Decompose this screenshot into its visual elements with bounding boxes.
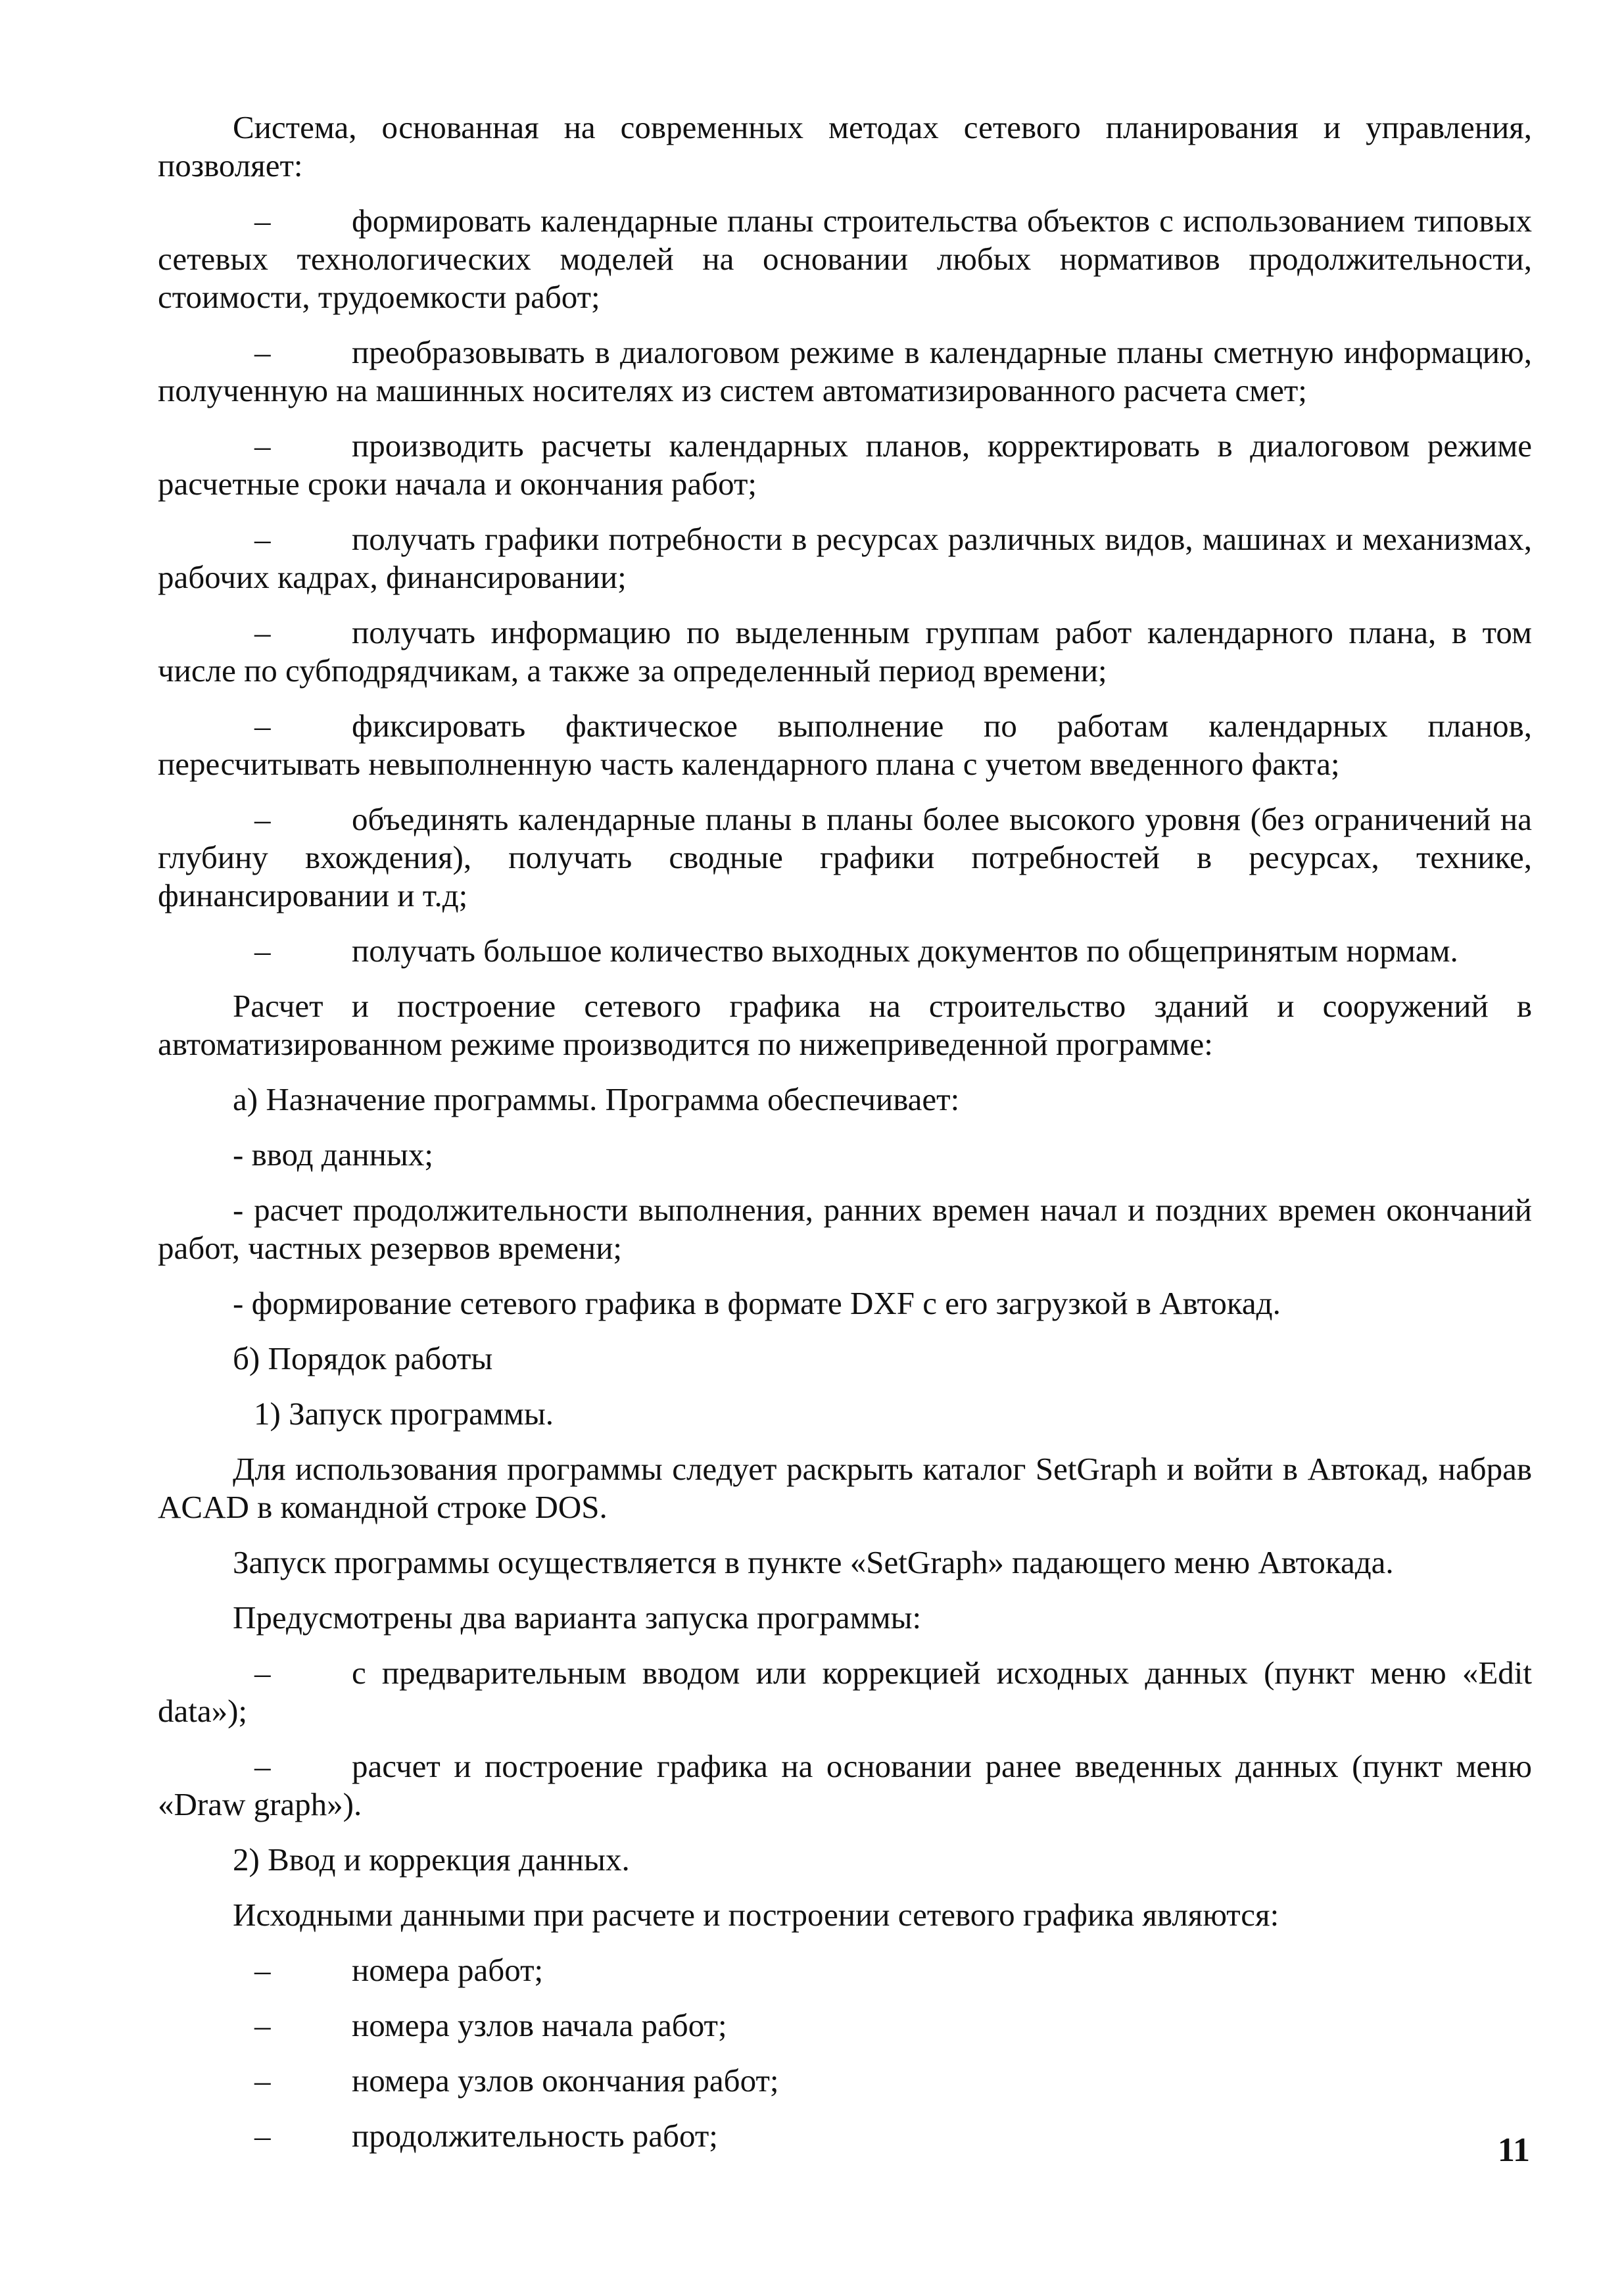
list-item-work-duration bbox=[158, 2117, 1532, 2155]
list-item-text: фиксировать фактическое выполнение по работам календарных планов, пересчитывать невыполненную часть календарного плана с учетом введенного факта; bbox=[158, 708, 1532, 782]
list-item-text: номера узлов окончания работ; bbox=[352, 2062, 779, 2099]
list-item-work-groups bbox=[158, 614, 1532, 690]
list-item-text: преобразовывать в диалоговом режиме в календарные планы сметную информацию, полученную на машинных носителях из систем автоматизированного расчета смет; bbox=[158, 334, 1532, 408]
paragraph-intro: Система, основанная на современных методах сетевого планирования и управления, позволяет: bbox=[158, 109, 1532, 183]
paragraph-launch-variants: Предусмотрены два варианта запуска программы: bbox=[233, 1599, 922, 1636]
paragraph-program-intro: Расчет и построение сетевого графика на строительство зданий и сооружений в автоматизированном режиме производится по нижеприведенной программе: bbox=[158, 988, 1532, 1062]
list-item-edit-data bbox=[158, 1654, 1532, 1730]
paragraph-dxf-format: - формирование сетевого графика в формате DXF с его загрузкой в Автокад. bbox=[233, 1285, 1281, 1321]
paragraph-program-purpose: а) Назначение программы. Программа обеспечивает: bbox=[233, 1081, 960, 1117]
paragraph-data-input: - ввод данных; bbox=[233, 1136, 433, 1173]
dash-marker: – bbox=[254, 1655, 271, 1691]
list-item-text: производить расчеты календарных планов, корректировать в диалоговом режиме расчетные сроки начала и окончания работ; bbox=[158, 427, 1532, 502]
dash-marker: – bbox=[254, 2007, 271, 2043]
list-item-output-documents bbox=[158, 932, 1532, 970]
dash-marker: – bbox=[254, 614, 271, 650]
list-item-end-nodes bbox=[158, 2062, 1532, 2100]
list-item-calculate-plans bbox=[158, 427, 1532, 503]
dash-marker: – bbox=[254, 2118, 271, 2154]
page-number: 11 bbox=[1497, 2131, 1530, 2169]
list-item-text: продолжительность работ; bbox=[352, 2118, 718, 2154]
paragraph-input-correction: 2) Ввод и коррекция данных. bbox=[233, 1841, 630, 1878]
list-item-form-plans bbox=[158, 202, 1532, 316]
list-item-text: формировать календарные планы строительства объектов с использованием типовых сетевых технологических моделей на основании любых нормативов продолжительности, стоимости, трудоемкости работ; bbox=[158, 203, 1532, 315]
list-item-draw-graph bbox=[158, 1747, 1532, 1824]
list-item-text: получать графики потребности в ресурсах различных видов, машинах и механизмах, рабочих кадрах, финансировании; bbox=[158, 521, 1532, 595]
dash-marker: – bbox=[254, 203, 271, 239]
dash-marker: – bbox=[254, 427, 271, 464]
dash-marker: – bbox=[254, 801, 271, 837]
document-page bbox=[158, 109, 1532, 2172]
list-item-text: получать информацию по выделенным группам работ календарного плана, в том числе по субподрядчикам, а также за определенный период времени; bbox=[158, 614, 1532, 689]
list-item-text: номера узлов начала работ; bbox=[352, 2007, 727, 2043]
paragraph-duration-calc: - расчет продолжительности выполнения, ранних времен начал и поздних времен окончаний работ, частных резервов времени; bbox=[158, 1192, 1532, 1266]
list-item-text: объединять календарные планы в планы более высокого уровня (без ограничений на глубину вхождения), получать сводные графики потребностей в ресурсах, технике, финансировании и т.д; bbox=[158, 801, 1532, 913]
dash-marker: – bbox=[254, 1748, 271, 1784]
list-item-resource-graphs bbox=[158, 520, 1532, 596]
paragraph-launch-menu: Запуск программы осуществляется в пункте «SetGraph» падающего меню Автокада. bbox=[233, 1544, 1394, 1580]
list-item-text: расчет и построение графика на основании ранее введенных данных (пункт меню «Draw graph»). bbox=[158, 1748, 1532, 1822]
list-item-start-nodes bbox=[158, 2006, 1532, 2045]
paragraph-program-launch: 1) Запуск программы. bbox=[254, 1396, 554, 1432]
list-item-text: номера работ; bbox=[352, 1952, 544, 1988]
list-item-text: получать большое количество выходных документов по общепринятым нормам. bbox=[352, 933, 1458, 969]
paragraph-source-data: Исходными данными при расчете и построении сетевого графика являются: bbox=[233, 1897, 1279, 1933]
dash-marker: – bbox=[254, 521, 271, 557]
list-item-text: с предварительным вводом или коррекцией исходных данных (пункт меню «Edit data»); bbox=[158, 1655, 1532, 1729]
list-item-work-numbers bbox=[158, 1951, 1532, 1989]
dash-marker: – bbox=[254, 1952, 271, 1988]
dash-marker: – bbox=[254, 334, 271, 370]
dash-marker: – bbox=[254, 708, 271, 744]
list-item-convert-estimates bbox=[158, 333, 1532, 410]
list-item-merge-plans bbox=[158, 800, 1532, 915]
dash-marker: – bbox=[254, 2062, 271, 2099]
dash-marker: – bbox=[254, 933, 271, 969]
paragraph-setgraph-catalog: Для использования программы следует раскрыть каталог SetGraph и войти в Автокад, набрав ACAD в командной строке DOS. bbox=[158, 1451, 1532, 1525]
paragraph-work-order: б) Порядок работы bbox=[233, 1340, 493, 1376]
list-item-record-progress bbox=[158, 707, 1532, 783]
